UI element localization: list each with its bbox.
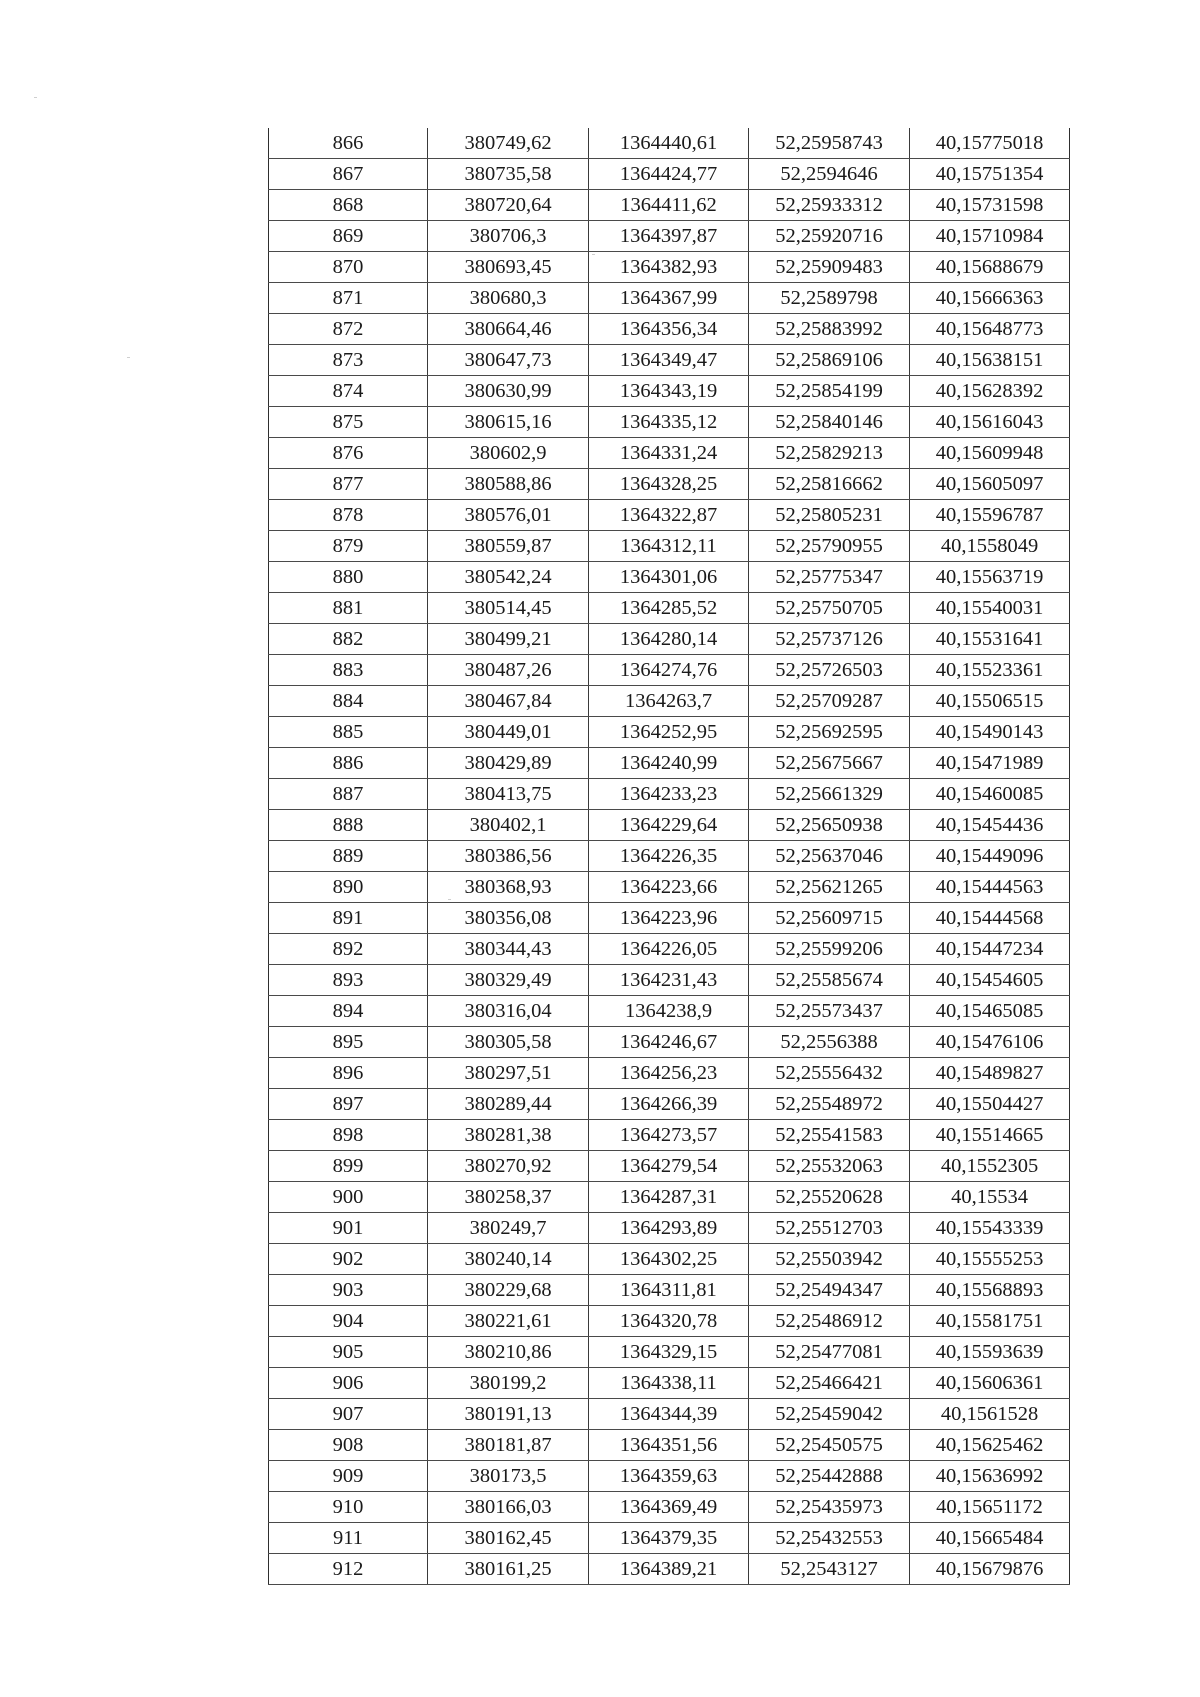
y-coordinate-cell: 1364367,99 [589, 283, 749, 314]
longitude-cell: 40,15605097 [910, 469, 1070, 500]
x-coordinate-cell: 380210,86 [428, 1337, 589, 1368]
table-row [269, 1461, 1070, 1492]
y-coordinate-cell: 1364389,21 [589, 1554, 749, 1585]
y-coordinate-cell: 1364256,23 [589, 1058, 749, 1089]
point-number-cell: 900 [269, 1182, 428, 1213]
point-number-cell: 899 [269, 1151, 428, 1182]
x-coordinate-cell: 380281,38 [428, 1120, 589, 1151]
table-row [269, 934, 1070, 965]
longitude-cell: 40,15555253 [910, 1244, 1070, 1275]
y-coordinate-cell: 1364311,81 [589, 1275, 749, 1306]
table-row [269, 686, 1070, 717]
y-coordinate-cell: 1364285,52 [589, 593, 749, 624]
longitude-cell: 40,15731598 [910, 190, 1070, 221]
latitude-cell: 52,2543127 [749, 1554, 910, 1585]
latitude-cell: 52,25585674 [749, 965, 910, 996]
latitude-cell: 52,25532063 [749, 1151, 910, 1182]
x-coordinate-cell: 380680,3 [428, 283, 589, 314]
y-coordinate-cell: 1364397,87 [589, 221, 749, 252]
point-number-cell: 888 [269, 810, 428, 841]
y-coordinate-cell: 1364233,23 [589, 779, 749, 810]
table-row [269, 1492, 1070, 1523]
longitude-cell: 40,15606361 [910, 1368, 1070, 1399]
y-coordinate-cell: 1364266,39 [589, 1089, 749, 1120]
point-number-cell: 872 [269, 314, 428, 345]
point-number-cell: 911 [269, 1523, 428, 1554]
table-row [269, 655, 1070, 686]
longitude-cell: 40,15581751 [910, 1306, 1070, 1337]
table-row [269, 469, 1070, 500]
latitude-cell: 52,25459042 [749, 1399, 910, 1430]
longitude-cell: 40,15449096 [910, 841, 1070, 872]
point-number-cell: 880 [269, 562, 428, 593]
table-row [269, 1027, 1070, 1058]
x-coordinate-cell: 380514,45 [428, 593, 589, 624]
scan-speck [34, 97, 37, 98]
point-number-cell: 901 [269, 1213, 428, 1244]
longitude-cell: 40,15490143 [910, 717, 1070, 748]
y-coordinate-cell: 1364279,54 [589, 1151, 749, 1182]
y-coordinate-cell: 1364359,63 [589, 1461, 749, 1492]
y-coordinate-cell: 1364331,24 [589, 438, 749, 469]
table-row [269, 1430, 1070, 1461]
x-coordinate-cell: 380162,45 [428, 1523, 589, 1554]
point-number-cell: 905 [269, 1337, 428, 1368]
y-coordinate-cell: 1364369,49 [589, 1492, 749, 1523]
y-coordinate-cell: 1364226,35 [589, 841, 749, 872]
x-coordinate-cell: 380429,89 [428, 748, 589, 779]
point-number-cell: 910 [269, 1492, 428, 1523]
y-coordinate-cell: 1364229,64 [589, 810, 749, 841]
point-number-cell: 866 [269, 128, 428, 159]
x-coordinate-cell: 380166,03 [428, 1492, 589, 1523]
table-row [269, 1337, 1070, 1368]
x-coordinate-cell: 380487,26 [428, 655, 589, 686]
point-number-cell: 893 [269, 965, 428, 996]
longitude-cell: 40,15688679 [910, 252, 1070, 283]
latitude-cell: 52,25675667 [749, 748, 910, 779]
x-coordinate-cell: 380499,21 [428, 624, 589, 655]
table-row [269, 1275, 1070, 1306]
x-coordinate-cell: 380161,25 [428, 1554, 589, 1585]
latitude-cell: 52,25816662 [749, 469, 910, 500]
latitude-cell: 52,25494347 [749, 1275, 910, 1306]
longitude-cell: 40,15679876 [910, 1554, 1070, 1585]
longitude-cell: 40,15471989 [910, 748, 1070, 779]
y-coordinate-cell: 1364223,66 [589, 872, 749, 903]
latitude-cell: 52,25805231 [749, 500, 910, 531]
latitude-cell: 52,25750705 [749, 593, 910, 624]
longitude-cell: 40,15596787 [910, 500, 1070, 531]
table-row [269, 531, 1070, 562]
table-row [269, 159, 1070, 190]
longitude-cell: 40,15540031 [910, 593, 1070, 624]
longitude-cell: 40,15665484 [910, 1523, 1070, 1554]
point-number-cell: 892 [269, 934, 428, 965]
point-number-cell: 912 [269, 1554, 428, 1585]
table-row [269, 1151, 1070, 1182]
longitude-cell: 40,15444568 [910, 903, 1070, 934]
longitude-cell: 40,15563719 [910, 562, 1070, 593]
table-row [269, 221, 1070, 252]
table-row [269, 1368, 1070, 1399]
table-row [269, 810, 1070, 841]
table-row [269, 1399, 1070, 1430]
point-number-cell: 896 [269, 1058, 428, 1089]
table-row [269, 190, 1070, 221]
table-row [269, 314, 1070, 345]
y-coordinate-cell: 1364382,93 [589, 252, 749, 283]
y-coordinate-cell: 1364379,35 [589, 1523, 749, 1554]
latitude-cell: 52,25909483 [749, 252, 910, 283]
y-coordinate-cell: 1364280,14 [589, 624, 749, 655]
latitude-cell: 52,25737126 [749, 624, 910, 655]
point-number-cell: 898 [269, 1120, 428, 1151]
coordinates-table [268, 128, 1070, 1585]
latitude-cell: 52,25933312 [749, 190, 910, 221]
x-coordinate-cell: 380199,2 [428, 1368, 589, 1399]
longitude-cell: 40,15636992 [910, 1461, 1070, 1492]
table-row [269, 407, 1070, 438]
x-coordinate-cell: 380576,01 [428, 500, 589, 531]
x-coordinate-cell: 380647,73 [428, 345, 589, 376]
latitude-cell: 52,25621265 [749, 872, 910, 903]
y-coordinate-cell: 1364343,19 [589, 376, 749, 407]
x-coordinate-cell: 380693,45 [428, 252, 589, 283]
longitude-cell: 40,15454436 [910, 810, 1070, 841]
point-number-cell: 906 [269, 1368, 428, 1399]
latitude-cell: 52,25775347 [749, 562, 910, 593]
x-coordinate-cell: 380449,01 [428, 717, 589, 748]
latitude-cell: 52,25869106 [749, 345, 910, 376]
x-coordinate-cell: 380413,75 [428, 779, 589, 810]
y-coordinate-cell: 1364273,57 [589, 1120, 749, 1151]
point-number-cell: 897 [269, 1089, 428, 1120]
point-number-cell: 882 [269, 624, 428, 655]
y-coordinate-cell: 1364246,67 [589, 1027, 749, 1058]
latitude-cell: 52,25709287 [749, 686, 910, 717]
longitude-cell: 40,15531641 [910, 624, 1070, 655]
y-coordinate-cell: 1364263,7 [589, 686, 749, 717]
y-coordinate-cell: 1364287,31 [589, 1182, 749, 1213]
latitude-cell: 52,25512703 [749, 1213, 910, 1244]
point-number-cell: 876 [269, 438, 428, 469]
y-coordinate-cell: 1364349,47 [589, 345, 749, 376]
table-row [269, 376, 1070, 407]
longitude-cell: 40,15775018 [910, 128, 1070, 159]
table-row [269, 1182, 1070, 1213]
table-row [269, 1089, 1070, 1120]
point-number-cell: 883 [269, 655, 428, 686]
longitude-cell: 40,15651172 [910, 1492, 1070, 1523]
latitude-cell: 52,25573437 [749, 996, 910, 1027]
table-row [269, 500, 1070, 531]
y-coordinate-cell: 1364329,15 [589, 1337, 749, 1368]
x-coordinate-cell: 380559,87 [428, 531, 589, 562]
x-coordinate-cell: 380542,24 [428, 562, 589, 593]
point-number-cell: 895 [269, 1027, 428, 1058]
table-row [269, 1523, 1070, 1554]
longitude-cell: 40,15568893 [910, 1275, 1070, 1306]
point-number-cell: 908 [269, 1430, 428, 1461]
table-row [269, 562, 1070, 593]
point-number-cell: 881 [269, 593, 428, 624]
y-coordinate-cell: 1364301,06 [589, 562, 749, 593]
latitude-cell: 52,25920716 [749, 221, 910, 252]
coordinates-table-body [269, 128, 1070, 1585]
point-number-cell: 891 [269, 903, 428, 934]
latitude-cell: 52,25503942 [749, 1244, 910, 1275]
longitude-cell: 40,15609948 [910, 438, 1070, 469]
longitude-cell: 40,15523361 [910, 655, 1070, 686]
longitude-cell: 40,15460085 [910, 779, 1070, 810]
longitude-cell: 40,15751354 [910, 159, 1070, 190]
table-row [269, 593, 1070, 624]
point-number-cell: 894 [269, 996, 428, 1027]
point-number-cell: 886 [269, 748, 428, 779]
latitude-cell: 52,2594646 [749, 159, 910, 190]
x-coordinate-cell: 380305,58 [428, 1027, 589, 1058]
point-number-cell: 871 [269, 283, 428, 314]
latitude-cell: 52,25790955 [749, 531, 910, 562]
table-row [269, 841, 1070, 872]
x-coordinate-cell: 380240,14 [428, 1244, 589, 1275]
longitude-cell: 40,15593639 [910, 1337, 1070, 1368]
table-row [269, 903, 1070, 934]
x-coordinate-cell: 380344,43 [428, 934, 589, 965]
latitude-cell: 52,25442888 [749, 1461, 910, 1492]
y-coordinate-cell: 1364411,62 [589, 190, 749, 221]
x-coordinate-cell: 380356,08 [428, 903, 589, 934]
point-number-cell: 885 [269, 717, 428, 748]
table-row [269, 624, 1070, 655]
latitude-cell: 52,25466421 [749, 1368, 910, 1399]
x-coordinate-cell: 380191,13 [428, 1399, 589, 1430]
point-number-cell: 868 [269, 190, 428, 221]
table-row [269, 128, 1070, 159]
longitude-cell: 40,15465085 [910, 996, 1070, 1027]
point-number-cell: 879 [269, 531, 428, 562]
point-number-cell: 878 [269, 500, 428, 531]
x-coordinate-cell: 380735,58 [428, 159, 589, 190]
x-coordinate-cell: 380664,46 [428, 314, 589, 345]
point-number-cell: 889 [269, 841, 428, 872]
table-row [269, 965, 1070, 996]
x-coordinate-cell: 380602,9 [428, 438, 589, 469]
x-coordinate-cell: 380270,92 [428, 1151, 589, 1182]
latitude-cell: 52,25958743 [749, 128, 910, 159]
y-coordinate-cell: 1364335,12 [589, 407, 749, 438]
point-number-cell: 867 [269, 159, 428, 190]
latitude-cell: 52,25661329 [749, 779, 910, 810]
x-coordinate-cell: 380402,1 [428, 810, 589, 841]
x-coordinate-cell: 380229,68 [428, 1275, 589, 1306]
y-coordinate-cell: 1364338,11 [589, 1368, 749, 1399]
x-coordinate-cell: 380289,44 [428, 1089, 589, 1120]
longitude-cell: 40,15638151 [910, 345, 1070, 376]
latitude-cell: 52,25883992 [749, 314, 910, 345]
latitude-cell: 52,2556388 [749, 1027, 910, 1058]
y-coordinate-cell: 1364320,78 [589, 1306, 749, 1337]
point-number-cell: 907 [269, 1399, 428, 1430]
longitude-cell: 40,15543339 [910, 1213, 1070, 1244]
longitude-cell: 40,15628392 [910, 376, 1070, 407]
point-number-cell: 909 [269, 1461, 428, 1492]
table-row [269, 283, 1070, 314]
y-coordinate-cell: 1364424,77 [589, 159, 749, 190]
point-number-cell: 870 [269, 252, 428, 283]
table-row [269, 1554, 1070, 1585]
latitude-cell: 52,25854199 [749, 376, 910, 407]
longitude-cell: 40,15454605 [910, 965, 1070, 996]
longitude-cell: 40,15710984 [910, 221, 1070, 252]
y-coordinate-cell: 1364240,99 [589, 748, 749, 779]
y-coordinate-cell: 1364440,61 [589, 128, 749, 159]
y-coordinate-cell: 1364312,11 [589, 531, 749, 562]
latitude-cell: 52,25650938 [749, 810, 910, 841]
longitude-cell: 40,15514665 [910, 1120, 1070, 1151]
x-coordinate-cell: 380720,64 [428, 190, 589, 221]
latitude-cell: 52,2589798 [749, 283, 910, 314]
y-coordinate-cell: 1364293,89 [589, 1213, 749, 1244]
point-number-cell: 884 [269, 686, 428, 717]
x-coordinate-cell: 380368,93 [428, 872, 589, 903]
y-coordinate-cell: 1364351,56 [589, 1430, 749, 1461]
y-coordinate-cell: 1364231,43 [589, 965, 749, 996]
latitude-cell: 52,25548972 [749, 1089, 910, 1120]
latitude-cell: 52,25477081 [749, 1337, 910, 1368]
x-coordinate-cell: 380297,51 [428, 1058, 589, 1089]
latitude-cell: 52,25432553 [749, 1523, 910, 1554]
table-row [269, 1213, 1070, 1244]
longitude-cell: 40,1558049 [910, 531, 1070, 562]
latitude-cell: 52,25609715 [749, 903, 910, 934]
x-coordinate-cell: 380588,86 [428, 469, 589, 500]
latitude-cell: 52,25829213 [749, 438, 910, 469]
x-coordinate-cell: 380386,56 [428, 841, 589, 872]
table-row [269, 252, 1070, 283]
point-number-cell: 904 [269, 1306, 428, 1337]
x-coordinate-cell: 380749,62 [428, 128, 589, 159]
table-row [269, 345, 1070, 376]
y-coordinate-cell: 1364226,05 [589, 934, 749, 965]
table-row [269, 872, 1070, 903]
longitude-cell: 40,15616043 [910, 407, 1070, 438]
y-coordinate-cell: 1364356,34 [589, 314, 749, 345]
latitude-cell: 52,25692595 [749, 717, 910, 748]
point-number-cell: 869 [269, 221, 428, 252]
table-row [269, 1058, 1070, 1089]
point-number-cell: 875 [269, 407, 428, 438]
table-row [269, 748, 1070, 779]
x-coordinate-cell: 380467,84 [428, 686, 589, 717]
latitude-cell: 52,25556432 [749, 1058, 910, 1089]
longitude-cell: 40,15447234 [910, 934, 1070, 965]
x-coordinate-cell: 380181,87 [428, 1430, 589, 1461]
y-coordinate-cell: 1364302,25 [589, 1244, 749, 1275]
longitude-cell: 40,15648773 [910, 314, 1070, 345]
point-number-cell: 887 [269, 779, 428, 810]
latitude-cell: 52,25486912 [749, 1306, 910, 1337]
longitude-cell: 40,15506515 [910, 686, 1070, 717]
scan-speck [127, 357, 130, 358]
point-number-cell: 877 [269, 469, 428, 500]
longitude-cell: 40,15444563 [910, 872, 1070, 903]
longitude-cell: 40,1552305 [910, 1151, 1070, 1182]
point-number-cell: 874 [269, 376, 428, 407]
y-coordinate-cell: 1364274,76 [589, 655, 749, 686]
latitude-cell: 52,25726503 [749, 655, 910, 686]
longitude-cell: 40,15504427 [910, 1089, 1070, 1120]
longitude-cell: 40,15476106 [910, 1027, 1070, 1058]
latitude-cell: 52,25840146 [749, 407, 910, 438]
x-coordinate-cell: 380615,16 [428, 407, 589, 438]
point-number-cell: 902 [269, 1244, 428, 1275]
latitude-cell: 52,25450575 [749, 1430, 910, 1461]
point-number-cell: 903 [269, 1275, 428, 1306]
table-row [269, 717, 1070, 748]
table-row [269, 1306, 1070, 1337]
y-coordinate-cell: 1364328,25 [589, 469, 749, 500]
longitude-cell: 40,15625462 [910, 1430, 1070, 1461]
latitude-cell: 52,25599206 [749, 934, 910, 965]
x-coordinate-cell: 380706,3 [428, 221, 589, 252]
table-row [269, 438, 1070, 469]
table-row [269, 1120, 1070, 1151]
point-number-cell: 873 [269, 345, 428, 376]
latitude-cell: 52,25435973 [749, 1492, 910, 1523]
y-coordinate-cell: 1364252,95 [589, 717, 749, 748]
x-coordinate-cell: 380329,49 [428, 965, 589, 996]
x-coordinate-cell: 380258,37 [428, 1182, 589, 1213]
x-coordinate-cell: 380630,99 [428, 376, 589, 407]
table-row [269, 1244, 1070, 1275]
x-coordinate-cell: 380249,7 [428, 1213, 589, 1244]
y-coordinate-cell: 1364344,39 [589, 1399, 749, 1430]
latitude-cell: 52,25520628 [749, 1182, 910, 1213]
longitude-cell: 40,15489827 [910, 1058, 1070, 1089]
x-coordinate-cell: 380316,04 [428, 996, 589, 1027]
longitude-cell: 40,1561528 [910, 1399, 1070, 1430]
x-coordinate-cell: 380173,5 [428, 1461, 589, 1492]
x-coordinate-cell: 380221,61 [428, 1306, 589, 1337]
latitude-cell: 52,25541583 [749, 1120, 910, 1151]
y-coordinate-cell: 1364238,9 [589, 996, 749, 1027]
table-row [269, 779, 1070, 810]
longitude-cell: 40,15666363 [910, 283, 1070, 314]
point-number-cell: 890 [269, 872, 428, 903]
y-coordinate-cell: 1364223,96 [589, 903, 749, 934]
y-coordinate-cell: 1364322,87 [589, 500, 749, 531]
latitude-cell: 52,25637046 [749, 841, 910, 872]
longitude-cell: 40,15534 [910, 1182, 1070, 1213]
table-row [269, 996, 1070, 1027]
